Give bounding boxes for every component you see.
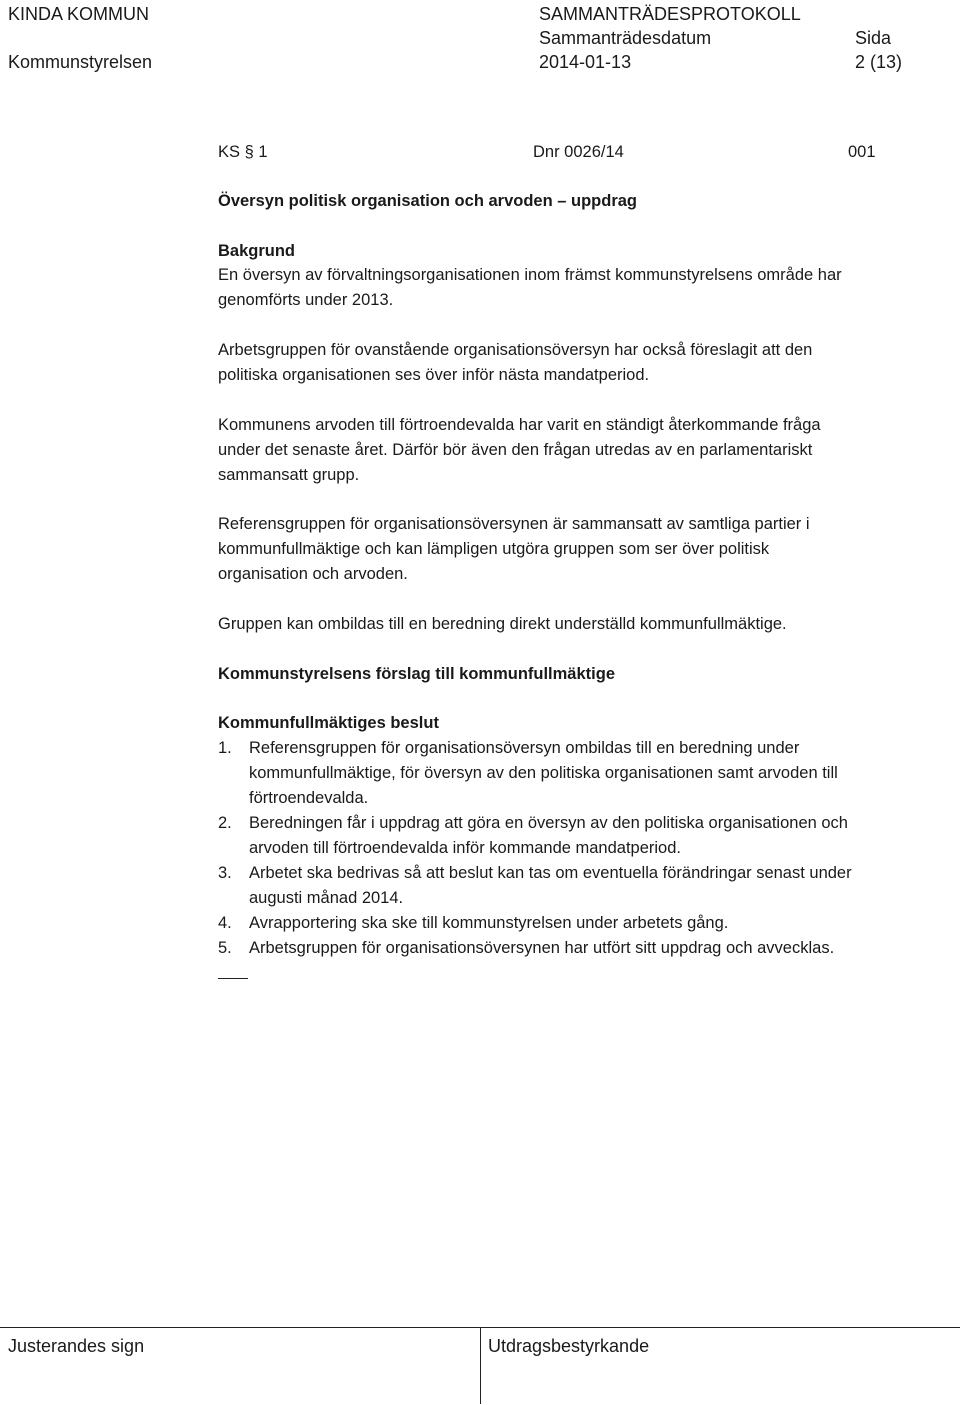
protocol-title: SAMMANTRÄDESPROTOKOLL [539,4,801,24]
background-heading: Bakgrund [218,242,296,260]
case-title: Översyn politisk organisation och arvoden – uppdrag [218,192,638,210]
paragraph-line: kommunfullmäktige och kan lämpligen utgöra gruppen som ser över politisk [218,540,770,558]
list-item [218,911,938,936]
municipality-name: KINDA KOMMUN [8,4,150,24]
footer-sign-label: Justerandes sign [8,1336,145,1356]
paragraph-line: Referensgruppen för organisationsöversynen är sammansatt av samtliga partier i [218,515,810,533]
meeting-date: 2014-01-13 [539,52,632,72]
list-item-number: 2. [218,814,232,832]
list-item-line: augusti månad 2014. [249,889,404,907]
case-paragraph: KS § 1 [218,143,268,161]
paragraph-line: En översyn av förvaltningsorganisationen inom främst kommunstyrelsens område har [218,266,842,284]
list-item-line: arvoden till förtroendevalda inför kommande mandatperiod. [249,839,681,857]
list-item-line: Avrapportering ska ske till kommunstyrelsen under arbetets gång. [249,914,729,932]
footer-extract-label: Utdragsbestyrkande [488,1336,650,1356]
list-item [218,936,938,961]
background-paragraph [218,338,938,388]
paragraph-line: under det senaste året. Därför bör även den frågan utredas av en parlamentariskt [218,441,813,459]
list-item-line: Beredningen får i uppdrag att göra en översyn av den politiska organisationen och [249,814,848,832]
case-dnr: Dnr 0026/14 [533,143,624,161]
list-item-line: Arbetet ska bedrivas så att beslut kan tas om eventuella förändringar senast under [249,864,852,882]
decision-list [218,736,938,961]
paragraph-line: Kommunens arvoden till förtroendevalda har varit en ständigt återkommande fråga [218,416,821,434]
list-item-number: 5. [218,939,232,957]
background-paragraph [218,512,938,587]
list-item-line: Referensgruppen för organisationsöversyn ombildas till en beredning under [249,739,800,757]
paragraph-line: sammansatt grupp. [218,466,360,484]
proposal-heading: Kommunstyrelsens förslag till kommunfullmäktige [218,665,615,683]
list-item-line: kommunfullmäktige, för översyn av den politiska organisationen samt arvoden till [249,764,838,782]
background-paragraph [218,612,938,637]
case-code: 001 [848,143,876,161]
page-number: 2 (13) [855,52,903,72]
list-item [218,736,938,811]
paragraph-line: Arbetsgruppen för ovanstående organisationsöversyn har också föreslagit att den [218,341,813,359]
meeting-date-label: Sammanträdesdatum [539,28,712,48]
paragraph-line: genomförts under 2013. [218,291,394,309]
footer-divider [480,1327,481,1404]
background-paragraph [218,263,938,313]
list-item-number: 3. [218,864,232,882]
page-label: Sida [855,28,892,48]
list-item [218,811,938,861]
closing-rule [218,978,248,979]
paragraph-line: politiska organisationen ses över inför nästa mandatperiod. [218,366,650,384]
paragraph-line: Gruppen kan ombildas till en beredning direkt underställd kommunfullmäktige. [218,615,787,633]
list-item-line: förtroendevalda. [249,789,369,807]
background-paragraph [218,413,938,488]
list-item-number: 1. [218,739,232,757]
board-name: Kommunstyrelsen [8,52,153,72]
list-item [218,861,938,911]
decision-heading: Kommunfullmäktiges beslut [218,714,439,732]
list-item-line: Arbetsgruppen för organisationsöversynen har utfört sitt uppdrag och avvecklas. [249,939,835,957]
list-item-number: 4. [218,914,232,932]
paragraph-line: organisation och arvoden. [218,565,408,583]
